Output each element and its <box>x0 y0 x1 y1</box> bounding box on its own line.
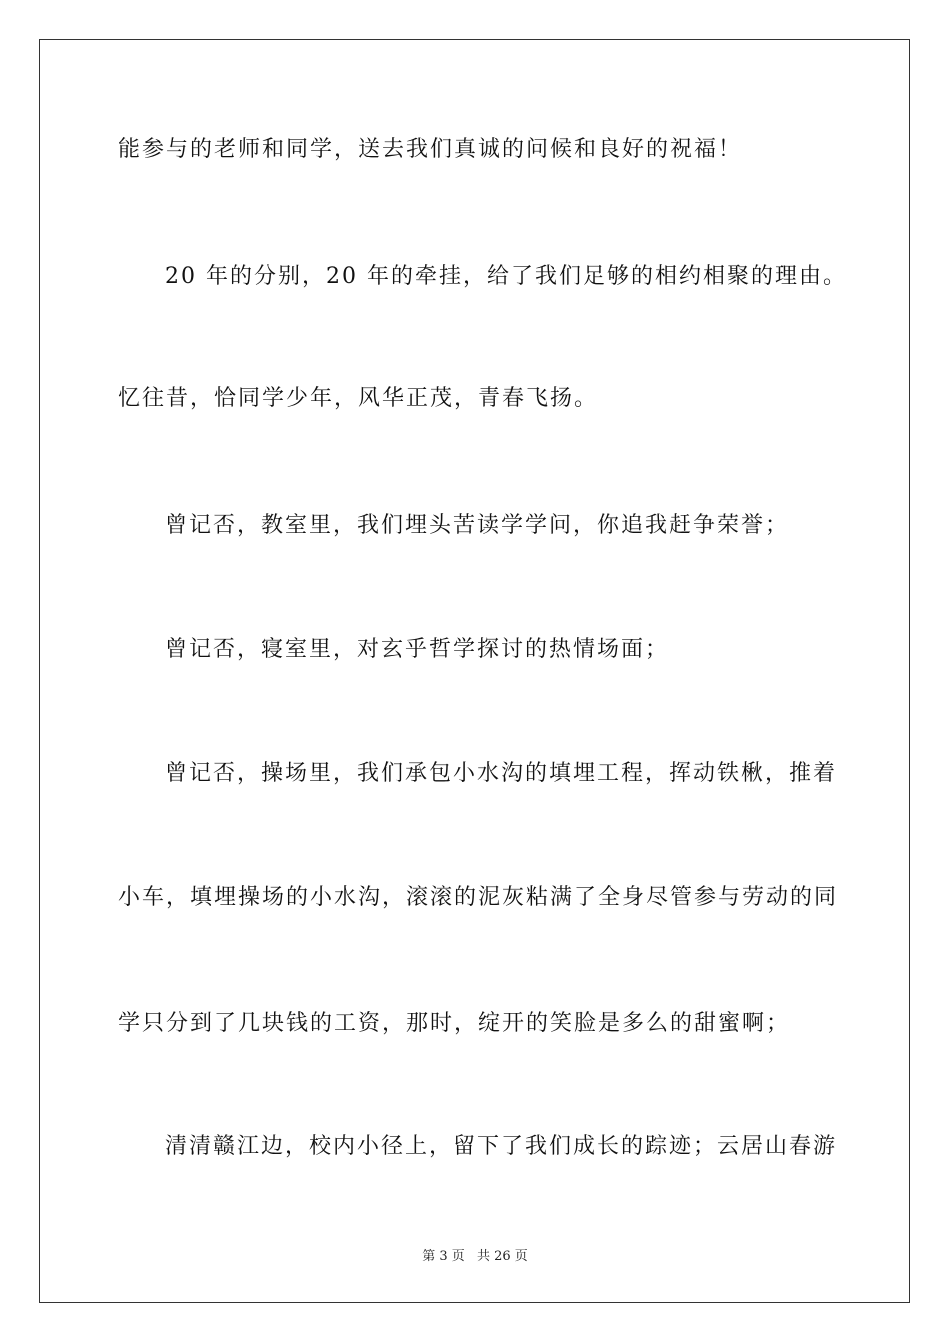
text-line-2: 20 年的分别，20 年的牵挂，给了我们足够的相约相聚的理由。 <box>165 264 847 289</box>
text-line-4: 曾记否，教室里，我们埋头苦读学学问，你追我赶争荣誉； <box>165 513 790 538</box>
text-line-6: 曾记否，操场里，我们承包小水沟的填埋工程，挥动铁楸，推着 <box>165 761 838 786</box>
text-line-7: 小车，填埋操场的小水沟，滚滚的泥灰粘满了全身尽管参与劳动的同 <box>118 885 839 910</box>
text-line-8: 学只分到了几块钱的工资，那时，绽开的笑脸是多么的甜蜜啊； <box>118 1011 791 1036</box>
page-frame <box>39 39 910 1303</box>
page-footer <box>0 1248 950 1266</box>
text-line-3: 忆往昔，恰同学少年，风华正茂，青春飞扬。 <box>118 386 599 411</box>
text-line-5: 曾记否，寝室里，对玄乎哲学探讨的热情场面； <box>165 637 670 662</box>
page-number: 第 3 页 <box>422 1249 465 1264</box>
text-line-1: 能参与的老师和同学，送去我们真诚的问候和良好的祝福！ <box>118 137 743 162</box>
page-total: 共 26 页 <box>476 1249 528 1264</box>
text-line-9: 清清赣江边，校内小径上，留下了我们成长的踪迹；云居山春游 <box>165 1134 838 1159</box>
